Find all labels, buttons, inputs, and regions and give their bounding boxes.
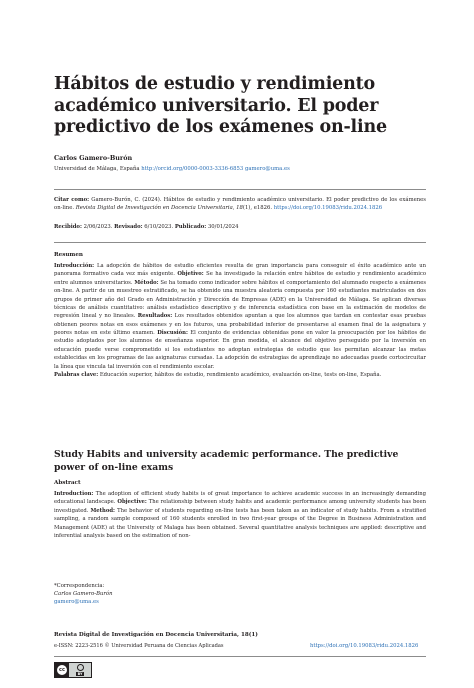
citation-doi-link[interactable]: https://doi.org/10.19083/ridu.2024.1826 <box>273 205 383 212</box>
citation-block <box>54 196 426 213</box>
article-title: Hábitos de estudio y rendimiento académico universitario. El poder predictivo de los exámenes on-line <box>54 74 387 137</box>
citation-issue: (1), e1826. <box>242 205 273 212</box>
abstract-paragraph <box>54 490 426 540</box>
author-name: Carlos Gamero-Burón <box>54 154 133 162</box>
revised-label: Revisado: <box>114 224 143 230</box>
person-icon <box>77 664 84 671</box>
footer-journal: Revista Digital de Investigación en Docencia Universitaria, 18(1) <box>54 632 258 638</box>
abstract-intro-label: Introduction: <box>54 491 94 497</box>
abstract-objective: The relationship between study habits and academic performance among university students has been investigated. <box>54 499 427 514</box>
divider-middle <box>54 242 426 243</box>
resumen-objective: Se ha investigado la relación entre hábitos de estudio y rendimiento académico entre alumnos universitarios. <box>54 271 426 286</box>
license-badge-label: BY <box>77 672 83 676</box>
resumen-objective-label: Objetivo: <box>177 271 204 278</box>
article-dates <box>54 224 238 230</box>
resumen-discussion-label: Discusión: <box>157 330 188 336</box>
keywords-text: Educación superior, hábitos de estudio, rendimiento académico, evaluación on-line, tests on-line, España. <box>99 371 382 378</box>
orcid-link[interactable]: http://orcid.org/0000-0003-3336-6853 <box>141 166 244 172</box>
correspondence-label: *Correspondencia: <box>54 583 105 589</box>
cc-logo-icon: cc <box>55 663 69 677</box>
resumen-intro-label: Introducción: <box>54 263 95 269</box>
resumen-intro: La adopción de hábitos de estudio eficientes resulta de gran importancia para conseguir el éxito académico ante un panorama formativo cada vez más exigente. <box>54 263 426 278</box>
footer-issn: e-ISSN: 2223-2516 © Universidad Peruana de Ciencias Aplicadas <box>54 643 224 649</box>
resumen-method-label: Método: <box>134 279 159 286</box>
english-title: Study Habits and university academic performance. The predictive power of on-line exams <box>54 449 399 473</box>
correspondence-block <box>54 582 113 607</box>
correspondence-email-link[interactable]: gamero@uma.es <box>54 599 99 606</box>
cc-by-license-icon[interactable] <box>54 662 92 678</box>
footer-divider <box>54 656 426 657</box>
revised-date: 6/10/2023. <box>144 224 174 230</box>
resumen-results: Los resultados obtenidos apuntan a que los alumnos que tardan en contestar esas pruebas obtienen peores notas en esos exámenes y en los futuros, una probabilidad inferior de presentarse al examen final de la asignatura y peores notas en este último examen. <box>54 313 426 336</box>
resumen-heading: Resumen <box>54 252 83 258</box>
keywords-label: Palabras clave: <box>54 371 99 378</box>
resumen-results-label: Resultados: <box>137 313 173 320</box>
resumen-body <box>54 262 426 379</box>
abstract-heading: Abstract <box>54 480 81 486</box>
resumen-method: Se ha tomado como indicador sobre hábitos el comportamiento del alumnado respecto a exámenes on-line. A partir de un muestreo estratificado, se ha obtenido una muestra aleatoria compuesta por 160 estudiantes matriculados en dos grupos de primer año del Grado en Administración y Dirección de Empresas (ADE) en la Universidad de Málaga. Se aplican diversas técnicas de análisis cuantitativo: análisis estadístico descriptivo y de inferencia estadística con base en la estimación de modelos de regresión lineal y no lineales. <box>54 279 427 320</box>
divider-top <box>54 189 426 190</box>
resumen-paragraph <box>54 262 426 371</box>
abstract-intro: The adoption of efficient study habits is of great importance to achieve academic success in an increasingly demanding educational landscape. <box>54 491 426 506</box>
abstract-body <box>54 490 426 540</box>
affiliation-institution: Universidad de Málaga, España <box>54 166 140 172</box>
resumen-discussion: El conjunto de evidencias obtenidas pone en valor la preocupación por los hábitos de estudio adoptados por los alumnos de enseñanza superior. En gran medida, el alcance del objetivo perseguido por la inversión en educación puede verse comprometido si los estudiantes no adoptan estrategias de estudio que les permitan alcanzar las metas establecidas en los programas de las asignaturas cursadas. La adopción de estrategias de aprendizaje no adecuadas puede cortocircuitar la línea que vincula tal inversión con el rendimiento escolar. <box>54 330 426 370</box>
published-date: 30/01/2024 <box>207 224 239 230</box>
author-affiliation <box>54 166 290 172</box>
abstract-objective-label: Objective: <box>117 499 147 506</box>
footer-doi-link[interactable]: https://doi.org/10.19083/ridu.2024.1826 <box>310 643 419 649</box>
by-attribution-icon <box>69 663 91 677</box>
citation-label: Citar como: <box>54 197 90 203</box>
citation-text: Gamero-Burón, C. (2024). Hábitos de estudio y rendimiento académico universitario. El poder predictivo de los exámenes on-line. <box>54 197 426 212</box>
published-label: Publicado: <box>174 224 207 230</box>
abstract-method-label: Method: <box>90 507 115 514</box>
author-email-link[interactable]: gamero@uma.es <box>244 166 290 172</box>
citation-journal: Revista Digital de Investigación en Docencia Universitaria, 18 <box>75 205 243 212</box>
correspondence-name: Carlos Gamero-Burón <box>54 591 113 598</box>
received-date: 2/06/2023. <box>83 224 113 230</box>
received-label: Recibido: <box>54 224 82 230</box>
abstract-method: The behavior of students regarding on-line tests has been taken as an indicator of study habits. From a stratified sampling, a random sample composed of 160 students enrolled in two first-year groups of the Degree in Business Administration and Management (ADE) at the University of Malaga has been obtained. Several quantitative analysis techniques are applied: descriptive and inferential analysis based on the estimation of non- <box>54 507 427 539</box>
resumen-keywords <box>54 371 426 379</box>
